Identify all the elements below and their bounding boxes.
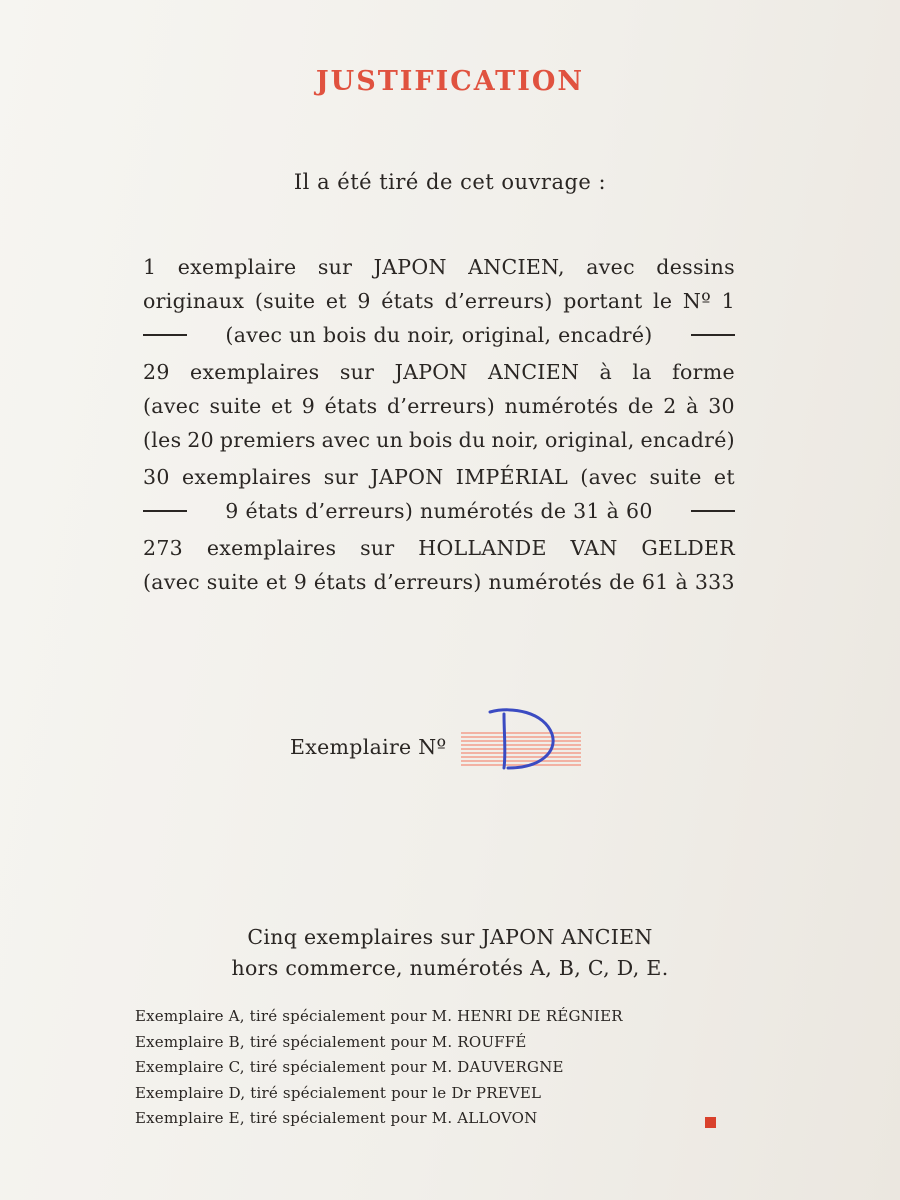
word: un (376, 428, 404, 452)
word: numérotés (488, 570, 603, 594)
word: originaux (143, 289, 245, 313)
word: 9 (293, 570, 308, 594)
dash-rule (143, 510, 187, 512)
dash-rule (691, 510, 735, 512)
word: à (686, 394, 699, 418)
word: encadré) (640, 428, 735, 452)
word: et (325, 289, 347, 313)
edition-list (143, 250, 735, 602)
edition-line (143, 284, 735, 318)
word: d’erreurs) (373, 570, 482, 594)
word: le (653, 289, 673, 313)
hors-commerce-line: hors commerce, numérotés A, B, C, D, E. (231, 956, 669, 980)
dedication-item: Exemplaire E, tiré spécialement pour M. ALLOVON (135, 1109, 538, 1127)
word: et (265, 570, 287, 594)
word: noir, (491, 428, 540, 452)
word: portant (563, 289, 643, 313)
dedication-item: Exemplaire C, tiré spécialement pour M. DAUVERGNE (135, 1058, 564, 1076)
edition-line (143, 389, 735, 423)
edition-entry (143, 250, 735, 352)
edition-entry (143, 355, 735, 457)
word: du (458, 428, 486, 452)
word: (avec (580, 465, 638, 489)
word: 1 (721, 289, 735, 313)
hors-commerce-line: Cinq exemplaires sur JAPON ANCIEN (247, 925, 653, 949)
word: exemplaires (206, 536, 337, 560)
word: 29 (143, 360, 170, 384)
word: ANCIEN, (468, 255, 565, 279)
word: 2 (663, 394, 677, 418)
word: suite (206, 570, 259, 594)
word: (avec (143, 570, 200, 594)
dash-rule (143, 334, 187, 336)
word: original, (545, 428, 635, 452)
word: VAN (570, 536, 618, 560)
edition-entry (143, 460, 735, 528)
word: 61 (641, 570, 669, 594)
end-square-ornament (705, 1117, 716, 1128)
word: forme (672, 360, 735, 384)
edition-line-text: (avec un bois du noir, original, encadré) (225, 323, 653, 347)
dedication-item: Exemplaire A, tiré spécialement pour M. HENRI DE RÉGNIER (135, 1007, 623, 1025)
handwritten-number (482, 700, 572, 780)
word: (les (143, 428, 182, 452)
word: avec (321, 428, 371, 452)
dedication-list (135, 1004, 735, 1132)
word: 20 (187, 428, 214, 452)
word: sur (360, 536, 395, 560)
word: et (713, 465, 735, 489)
word: à (599, 360, 613, 384)
word: avec (586, 255, 635, 279)
word: suite (209, 394, 262, 418)
word: 273 (143, 536, 184, 560)
word: JAPON (370, 465, 444, 489)
word: 1 (143, 255, 157, 279)
edition-line (143, 318, 735, 352)
word: la (632, 360, 652, 384)
edition-line (143, 565, 735, 599)
word: états (324, 394, 378, 418)
edition-line (143, 355, 735, 389)
edition-line (143, 531, 735, 565)
exemplaire-number-label: Exemplaire Nº (290, 735, 447, 759)
word: HOLLANDE (418, 536, 547, 560)
word: premiers (219, 428, 316, 452)
word: JAPON (373, 255, 447, 279)
word: (suite (254, 289, 316, 313)
word: d’erreurs) (387, 394, 496, 418)
word: d’erreurs) (444, 289, 553, 313)
word: numérotés (504, 394, 619, 418)
word: 333 (694, 570, 735, 594)
edition-line (143, 460, 735, 494)
word: de (627, 394, 654, 418)
edition-line-text: 9 états d’erreurs) numérotés de 31 à 60 (225, 499, 653, 523)
edition-entry (143, 531, 735, 599)
word: et (271, 394, 293, 418)
intro-text: Il a été tiré de cet ouvrage : (293, 170, 607, 194)
word: 30 (143, 465, 170, 489)
word: sur (339, 360, 375, 384)
word: sur (317, 255, 353, 279)
word: états (381, 289, 435, 313)
word: suite (649, 465, 702, 489)
word: Nº (682, 289, 712, 313)
word: GELDER (641, 536, 735, 560)
word: IMPÉRIAL (455, 465, 568, 489)
word: exemplaire (177, 255, 297, 279)
word: sur (323, 465, 359, 489)
dedication-item: Exemplaire B, tiré spécialement pour M. ROUFFÉ (135, 1032, 527, 1051)
dash-rule (691, 334, 735, 336)
word: dessins (656, 255, 735, 279)
edition-line (143, 423, 735, 457)
word: 9 (357, 289, 371, 313)
word: JAPON (394, 360, 468, 384)
dedication-item: Exemplaire D, tiré spécialement pour le Dr PREVEL (135, 1083, 542, 1102)
word: (avec (143, 394, 200, 418)
word: de (609, 570, 635, 594)
word: 9 (301, 394, 316, 418)
word: exemplaires (181, 465, 312, 489)
word: 30 (708, 394, 735, 418)
edition-line (143, 250, 735, 284)
page-title: JUSTIFICATION (315, 66, 585, 97)
hors-commerce-note (0, 922, 900, 984)
word: ANCIEN (487, 360, 580, 384)
word: états (313, 570, 367, 594)
word: bois (409, 428, 453, 452)
edition-line (143, 494, 735, 528)
word: à (675, 570, 688, 594)
word: exemplaires (190, 360, 320, 384)
